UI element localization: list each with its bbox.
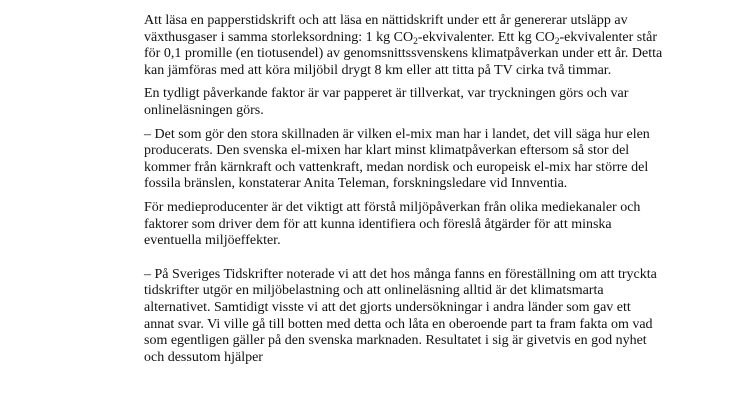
paragraph-3 [144, 127, 664, 193]
paragraph-5 [144, 267, 664, 367]
article-body [144, 13, 664, 373]
paragraph-2 [144, 86, 664, 119]
subscript-2: 2 [554, 36, 560, 47]
paragraph-text: Att läsa en papperstidskrift och att läsa en nättidskrift under ett år genererar utsläpp av växthusgaser i samma storleksordning: 1 kg CO [144, 13, 628, 45]
paragraph-text: – Det som gör den stora skillnaden är vilken el-mix man har i landet, det vill säga hur elen producerats. Den svenska el-mixen har klart minst klimatpåverkan eftersom så stor del kommer från kärnkraft och vattenkraft, medan nordisk och europeisk el-mix har större del fossila bränslen, konstaterar Anita Teleman, forskningsledare vid Innventia. [144, 126, 650, 192]
paragraph-text: -ekvivalenter står för 0,1 promille (en tiotusendel) av genomsnittssvenskens klimatpåverkan under ett år. Detta kan jämföras med att köra miljöbil drygt 8 km eller att titta på TV cirka två timmar. [144, 29, 663, 78]
subscript-2: 2 [413, 36, 418, 47]
paragraph-text: -ekvivalenter. Ett kg CO [417, 29, 555, 45]
paragraph-text: För medieproducenter är det viktigt att förstå miljöpåverkan från olika mediekanaler och faktorer som driver dem för att kunna identifiera och föreslå åtgärder för att minska eventuella miljöeffekter. [144, 199, 641, 249]
paragraph-1 [144, 13, 664, 79]
paragraph-text: En tydligt påverkande faktor är var papperet är tillverkat, var tryckningen görs och var onlineläsningen görs. [144, 86, 629, 118]
paragraph-text: – På Sveriges Tidskrifter noterade vi att det hos många fanns en föreställning om att tryckta tidskrifter utgör en miljöbelastning och att onlineläsning alltid är det klimatsmarta alternativet. Samtidigt visste vi att det gjorts undersökningar i andra länder som gav ett annat svar. Vi ville gå till botten med detta och låta en oberoende part ta fram fakta om vad som egentligen gäller på den svenska marknaden. Resultatet i sig är givetvis en god nyhet och dessutom hjälper [144, 266, 657, 365]
paragraph-4 [144, 200, 664, 250]
